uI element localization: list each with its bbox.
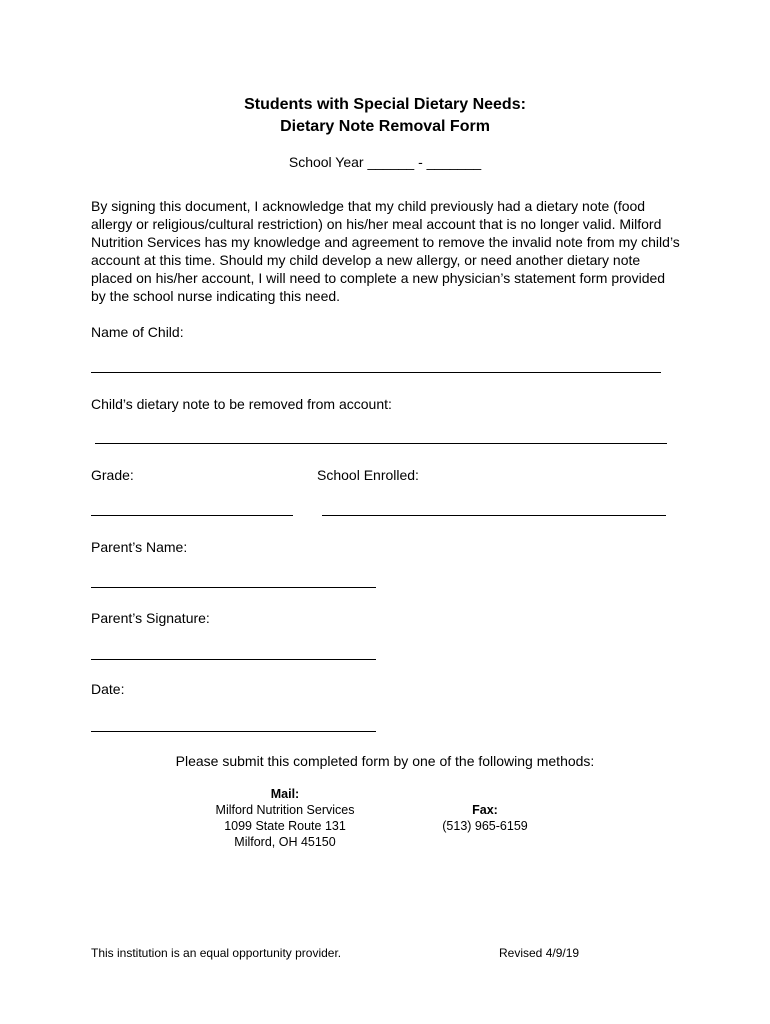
child-name-label: Name of Child: bbox=[91, 324, 184, 340]
form-title-line2: Dietary Note Removal Form bbox=[280, 118, 490, 135]
fax-number: (513) 965-6159 bbox=[442, 819, 528, 833]
parent-signature-field[interactable] bbox=[91, 659, 376, 660]
equal-opportunity-notice: This institution is an equal opportunity provider. bbox=[91, 946, 342, 960]
parent-name-field[interactable] bbox=[91, 587, 376, 588]
parent-signature-label: Parent’s Signature: bbox=[91, 610, 210, 626]
mail-line2: 1099 State Route 131 bbox=[224, 819, 346, 833]
date-label: Date: bbox=[91, 681, 125, 697]
school-enrolled-label: School Enrolled: bbox=[317, 467, 419, 483]
fax-block bbox=[405, 802, 565, 834]
grade-label: Grade: bbox=[91, 467, 134, 483]
school-year-line: School Year ______ - _______ bbox=[288, 154, 482, 170]
dietary-note-field[interactable] bbox=[95, 443, 667, 444]
mail-line1: Milford Nutrition Services bbox=[215, 803, 355, 817]
dietary-note-label: Child’s dietary note to be removed from account: bbox=[91, 396, 392, 412]
revised-date: Revised 4/9/19 bbox=[499, 946, 580, 960]
submit-instructions: Please submit this completed form by one of the following methods: bbox=[175, 753, 595, 769]
grade-field[interactable] bbox=[91, 515, 293, 516]
mail-line3: Milford, OH 45150 bbox=[234, 835, 336, 849]
date-field[interactable] bbox=[91, 731, 376, 732]
school-enrolled-field[interactable] bbox=[322, 515, 666, 516]
mail-block bbox=[185, 786, 385, 850]
fax-heading: Fax: bbox=[472, 803, 498, 817]
form-title-line1: Students with Special Dietary Needs: bbox=[244, 96, 526, 113]
parent-name-label: Parent’s Name: bbox=[91, 539, 188, 555]
mail-heading: Mail: bbox=[270, 787, 300, 801]
child-name-field[interactable] bbox=[91, 372, 661, 373]
acknowledgement-paragraph: By signing this document, I acknowledge that my child previously had a dietary note (food allergy or religious/cultural restriction) on his/her meal account that is no longer valid. Milford Nutrition Services has my knowledge and agreement to remove the invalid note from my child’s account at this time. Should my child develop a new allergy, or need another dietary note placed on his/her account, I will need to complete a new physician’s statement form provided by the school nurse indicating this need. bbox=[91, 198, 680, 304]
